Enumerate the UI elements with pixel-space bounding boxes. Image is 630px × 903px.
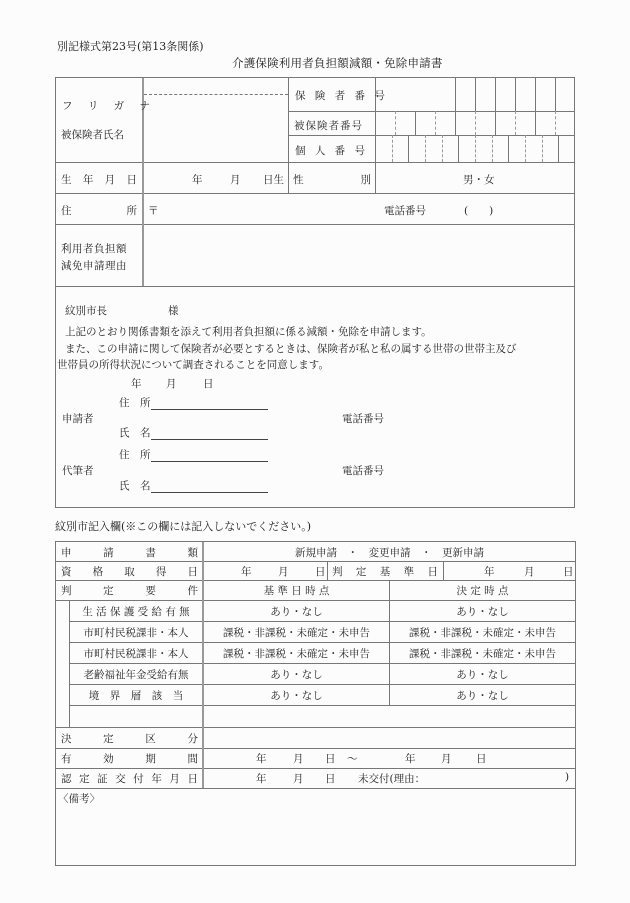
requirements-label: 判 定 要 件 <box>61 585 198 597</box>
qualification-date-label: 資 格 取 得 日 <box>61 566 198 578</box>
furigana-label: フ リ ガ ナ <box>62 100 157 112</box>
judgement-date-label: 判 定 基 準 日 <box>332 566 438 578</box>
application-type-label: 申 請 書 類 <box>61 547 198 559</box>
divider <box>56 286 575 287</box>
requirement-blank-row[interactable] <box>204 706 575 727</box>
requirement-decision-value[interactable]: 課税・非課税・未確定・未申告 <box>409 627 556 639</box>
requirement-reference-value[interactable]: あり・なし <box>270 669 323 681</box>
requirement-label: 境 界 層 該 当 <box>88 690 184 702</box>
insured-number-input[interactable] <box>376 112 574 135</box>
address-input[interactable] <box>161 194 371 224</box>
reference-point-header: 基 準 日 時 点 <box>263 585 330 597</box>
requirement-decision-value[interactable]: あり・なし <box>456 669 509 681</box>
proxy-phone-input[interactable] <box>386 458 556 476</box>
judgement-date-input[interactable]: 年 月 日 <box>484 566 574 578</box>
applicant-phone-input[interactable] <box>386 406 556 424</box>
proxy-label: 代筆者 <box>62 465 94 477</box>
gender-selector[interactable]: 男・女 <box>463 174 495 186</box>
applicant-phone-label: 電話番号 <box>342 413 384 425</box>
validity-period-label: 有 効 期 間 <box>61 753 198 765</box>
personal-number-label: 個 人 番 号 <box>295 145 369 157</box>
application-form-upper <box>55 77 575 508</box>
application-type-selector[interactable]: 新規申請 ・ 変更申請 ・ 更新申請 <box>295 547 484 559</box>
requirement-reference-value[interactable]: あり・なし <box>270 606 323 618</box>
requirement-decision-value[interactable]: あり・なし <box>456 690 509 702</box>
applicant-label: 申請者 <box>62 413 94 425</box>
requirement-reference-value[interactable]: 課税・非課税・未確定・未申告 <box>223 648 370 660</box>
applicant-name-field[interactable]: 氏 名 <box>119 425 268 440</box>
reason-label-line1: 利用者負担額 <box>61 243 127 255</box>
divider <box>56 162 575 163</box>
certificate-issue-label: 認 定 証 交 付 年 月 日 <box>61 773 198 785</box>
declaration-line-1: 上記のとおり関係書類を添えて利用者負担額に係る減額・免除を申請します。 <box>65 326 432 338</box>
validity-period-input[interactable]: 年 月 日 ～ 年 月 日 <box>256 753 487 765</box>
decision-category-input[interactable] <box>204 728 575 748</box>
declaration-line-3: 世帯員の所得状況について調査されることを同意します。 <box>57 359 329 371</box>
birthdate-input[interactable]: 年 月 日生 <box>192 174 284 186</box>
insured-number-label: 被保険者番号 <box>294 120 363 132</box>
reason-label-line2: 減免申請理由 <box>61 260 127 272</box>
requirement-reference-value[interactable]: あり・なし <box>270 690 323 702</box>
office-use-table <box>55 541 576 866</box>
personal-number-input[interactable] <box>376 136 574 162</box>
declaration-line-2: また、この申請に関して保険者が必要とするときは、保険者が私と私の属する世帯の世帯主及び <box>65 343 517 355</box>
postal-mark: 〒 <box>148 205 159 217</box>
office-section-heading: 紋別市記入欄(※この欄には記入しないでください。) <box>55 520 312 533</box>
proxy-address-field[interactable]: 住 所 <box>119 447 268 462</box>
requirement-decision-value[interactable]: あり・なし <box>456 606 509 618</box>
decision-category-label: 決 定 区 分 <box>61 733 198 745</box>
furigana-separator <box>144 94 288 95</box>
requirement-label: 市町村民税課非・本人 <box>83 627 189 639</box>
requirement-label: 生 活 保 護 受 給 有 無 <box>82 606 190 618</box>
requirement-label: 市町村民税課非・本人 <box>83 648 189 660</box>
requirement-label: 老齢福祉年金受給有無 <box>83 669 189 681</box>
insured-name-label: 被保険者氏名 <box>61 129 124 141</box>
gender-label: 性 別 <box>293 174 371 186</box>
remarks-label: 〈備考〉 <box>58 793 100 805</box>
remarks-input[interactable] <box>58 806 573 864</box>
application-date-input[interactable]: 年 月 日 <box>131 378 214 390</box>
insurer-number-input[interactable] <box>376 79 574 111</box>
qualification-date-input[interactable]: 年 月 日 <box>241 566 326 578</box>
reason-input[interactable] <box>144 225 574 285</box>
insured-name-input[interactable] <box>144 96 287 161</box>
applicant-address-field[interactable]: 住 所 <box>119 395 268 410</box>
proxy-name-field[interactable]: 氏 名 <box>119 478 268 493</box>
birthdate-label: 生 年 月 日 <box>61 174 137 186</box>
proxy-phone-label: 電話番号 <box>342 465 384 477</box>
addressee: 紋別市長 <box>65 305 107 317</box>
requirement-reference-value[interactable]: 課税・非課税・未確定・未申告 <box>223 627 370 639</box>
form-number: 別記様式第23号(第13条関係) <box>57 40 204 53</box>
phone-label: 電話番号 <box>384 205 426 217</box>
requirement-decision-value[interactable]: 課税・非課税・未確定・未申告 <box>409 648 556 660</box>
certificate-issue-input[interactable]: 年 月 日 未交付(理由： ) <box>256 771 570 785</box>
insurer-number-label: 保 険 者 番 号 <box>295 90 388 102</box>
address-label: 住 所 <box>61 205 137 217</box>
phone-input[interactable]: ( ) <box>464 205 494 217</box>
form-title: 介護保険利用者負担額減額・免除申請書 <box>232 56 443 70</box>
decision-point-header: 決 定 時 点 <box>456 585 509 597</box>
honorific: 様 <box>168 305 179 317</box>
